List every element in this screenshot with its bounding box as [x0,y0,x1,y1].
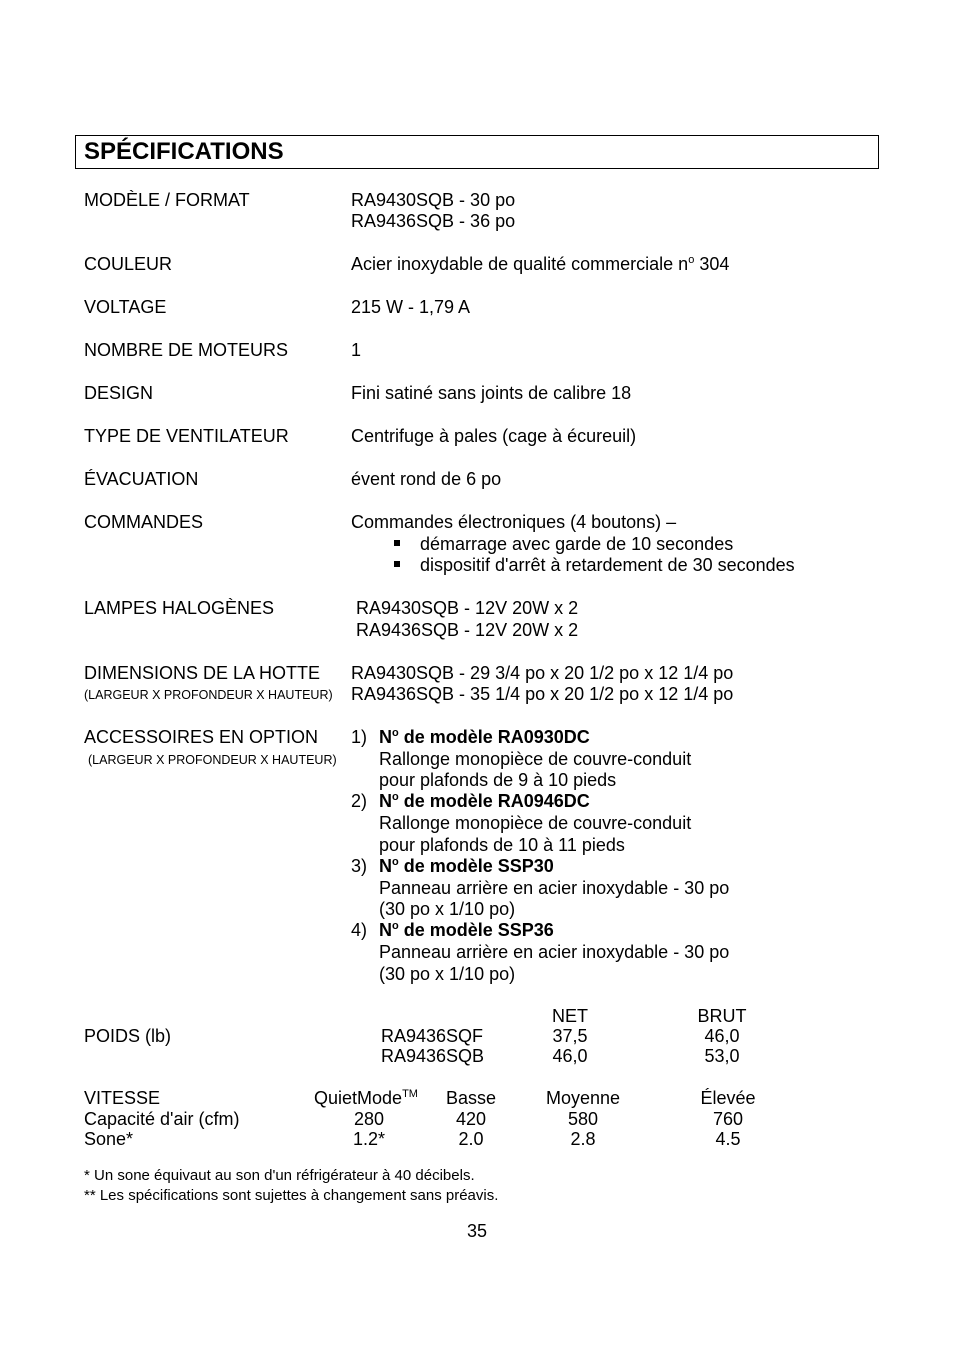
fan-label: TYPE DE VENTILATEUR [84,426,289,446]
controls-bullet-2 [394,555,795,576]
controls-bullet-2-text: dispositif d'arrêt à retardement de 30 secondes [420,555,795,575]
model-value-1: RA9430SQB - 30 po [351,190,516,210]
voltage-value: 215 W - 1,79 A [351,297,471,317]
accessory-3-title: de modèle SSP30 [398,856,554,876]
dimensions-value-2: RA9436SQB - 35 1/4 po x 20 1/2 po x 12 1/4 po [351,684,734,704]
controls-label: COMMANDES [84,512,204,532]
accessories-label: ACCESSOIRES EN OPTION [84,727,319,747]
accessory-1-title: de modèle RA0930DC [398,727,590,747]
exhaust-label: ÉVACUATION [84,469,199,489]
design-label: DESIGN [84,383,154,403]
accessory-1-line-1: Rallonge monopièce de couvre-conduit [379,749,692,769]
accessory-4-line-1: Panneau arrière en acier inoxydable - 30 po [379,942,730,962]
page-number: 35 [466,1221,488,1241]
speed-header-elevee: Élevée [700,1088,756,1108]
color-value-text: Acier inoxydable de qualité commerciale n [351,254,689,274]
speed-row-2-moyenne: 2.8 [570,1129,596,1149]
accessory-3-name [379,856,554,877]
accessory-2-num: 2) [351,791,368,811]
weight-row-1-brut: 46,0 [704,1026,740,1046]
dimensions-sublabel: (LARGEUR X PROFONDEUR X HAUTEUR) [84,688,333,702]
footnote-2: ** Les spécifications sont sujettes à changement sans préavis. [84,1187,499,1204]
weight-row-1-net: 37,5 [552,1026,588,1046]
bullet-icon [394,540,400,546]
lamps-label: LAMPES HALOGÈNES [84,598,275,618]
model-value-2: RA9436SQB - 36 po [351,211,516,231]
speed-row-1-basse: 420 [455,1109,487,1129]
design-value: Fini satiné sans joints de calibre 18 [351,383,632,403]
color-value-tail: 304 [694,254,730,274]
weight-row-2-brut: 53,0 [704,1046,740,1066]
speed-row-2-label: Sone* [84,1129,134,1149]
accessory-2-line-2: pour plafonds de 10 à 11 pieds [379,835,625,855]
accessory-3-line-1: Panneau arrière en acier inoxydable - 30 po [379,878,730,898]
motors-label: NOMBRE DE MOTEURS [84,340,289,360]
accessory-1-sup: o [392,727,399,739]
accessory-2-line-1: Rallonge monopièce de couvre-conduit [379,813,692,833]
speed-row-1-label: Capacité d'air (cfm) [84,1109,240,1129]
motors-value: 1 [351,340,362,360]
bullet-icon [394,561,400,567]
voltage-label: VOLTAGE [84,297,167,317]
fan-value: Centrifuge à pales (cage à écureuil) [351,426,637,446]
lamps-value-2: RA9436SQB - 12V 20W x 2 [356,620,579,640]
accessory-4-title: de modèle SSP36 [398,920,554,940]
dimensions-label: DIMENSIONS DE LA HOTTE [84,663,321,683]
speed-row-1-elevee: 760 [712,1109,744,1129]
speed-row-1-moyenne: 580 [567,1109,599,1129]
accessory-4-sup: o [392,920,399,932]
dimensions-value-1: RA9430SQB - 29 3/4 po x 20 1/2 po x 12 1/4 po [351,663,734,683]
weight-header-brut: BRUT [697,1006,747,1026]
speed-header-label: VITESSE [84,1088,161,1108]
speed-header-quietmode [314,1088,418,1109]
model-label: MODÈLE / FORMAT [84,190,250,210]
accessory-1-n: N [379,727,392,747]
accessory-2-name [379,791,590,812]
accessory-2-title: de modèle RA0946DC [398,791,590,811]
controls-bullet-1 [394,534,733,555]
accessory-1-num: 1) [351,727,368,747]
speed-row-2-elevee: 4.5 [715,1129,741,1149]
accessory-1-line-2: pour plafonds de 9 à 10 pieds [379,770,617,790]
accessory-1-name [379,727,590,748]
footnote-1: * Un sone équivaut au son d'un réfrigérateur à 40 décibels. [84,1167,475,1184]
exhaust-value: évent rond de 6 po [351,469,502,489]
controls-value: Commandes électroniques (4 boutons) – [351,512,677,532]
color-value-sup: o [688,254,695,266]
speed-header-tm: TM [402,1088,418,1100]
accessory-4-name [379,920,554,941]
accessory-3-n: N [379,856,392,876]
speed-header-quietmode-text: QuietMode [314,1088,403,1108]
page-title: SPÉCIFICATIONS [84,138,284,165]
weight-row-1-model: RA9436SQF [381,1026,484,1046]
speed-row-1-quiet: 280 [353,1109,385,1129]
accessories-sublabel: (LARGEUR X PROFONDEUR X HAUTEUR) [88,753,337,767]
accessory-3-sup: o [392,856,399,868]
weight-label: POIDS (lb) [84,1026,172,1046]
speed-header-basse: Basse [445,1088,497,1108]
accessory-4-num: 4) [351,920,368,940]
color-value [351,254,729,275]
weight-header-net: NET [552,1006,588,1026]
accessory-2-n: N [379,791,392,811]
accessory-4-line-2: (30 po x 1/10 po) [379,964,516,984]
accessory-3-num: 3) [351,856,368,876]
weight-row-2-net: 46,0 [552,1046,588,1066]
lamps-value-1: RA9430SQB - 12V 20W x 2 [356,598,579,618]
color-label: COULEUR [84,254,173,274]
speed-row-2-quiet: 1.2* [352,1129,386,1149]
speed-header-moyenne: Moyenne [545,1088,621,1108]
accessory-4-n: N [379,920,392,940]
controls-bullet-1-text: démarrage avec garde de 10 secondes [420,534,734,554]
accessory-2-sup: o [392,791,399,803]
accessory-3-line-2: (30 po x 1/10 po) [379,899,516,919]
weight-row-2-model: RA9436SQB [381,1046,485,1066]
title-box [75,135,879,169]
speed-row-2-basse: 2.0 [458,1129,484,1149]
